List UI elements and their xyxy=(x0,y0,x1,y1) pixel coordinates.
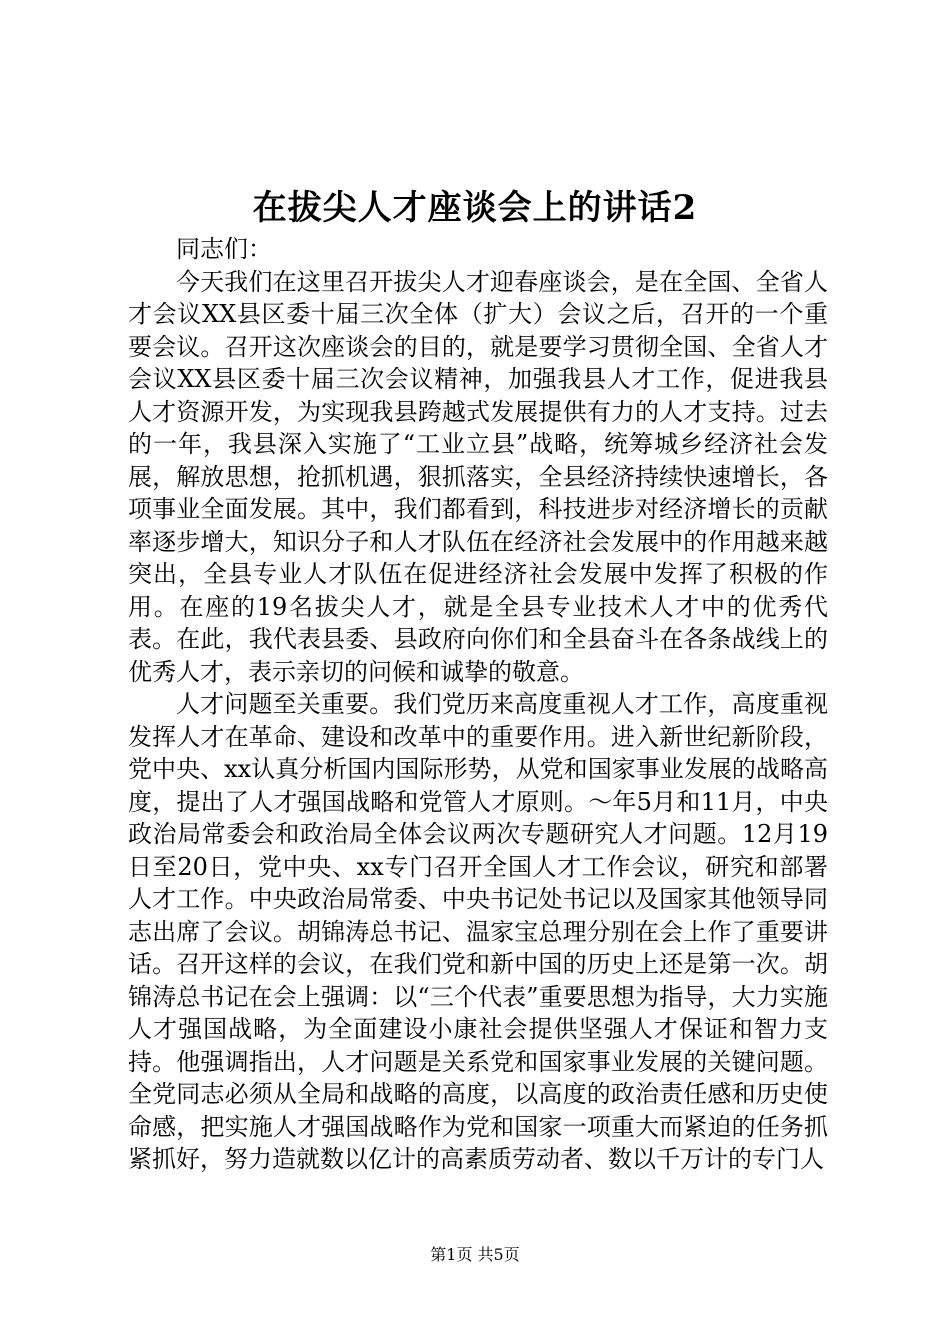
document-title: 在拔尖人才座谈会上的讲话2 xyxy=(252,188,698,228)
document-body xyxy=(128,233,828,1176)
page-number-footer: 第1页 共5页 xyxy=(430,1245,520,1264)
paragraph-1: 今天我们在这里召开拔尖人才迎春座谈会，是在全国、全省人才会议XX县区委十届三次全体（扩大）会议之后，召开的一个重要会议。召开这次座谈会的目的，就是要学习贯彻全国、全省人才会议XX县区委十届三次会议精神，加强我县人才工作，促进我县人才资源开发，为实现我县跨越式发展提供有力的人才支持。过去的一年，我县深入实施了“工业立县”战略，统筹城乡经济社会发展，解放思想，抢抓机遇，狠抓落实，全县经济持续快速增长，各项事业全面发展。其中，我们都看到，科技进步对经济增长的贡献率逐步增大，知识分子和人才队伍在经济社会发展中的作用越来越突出，全县专业人才队伍在促进经济社会发展中发挥了积极的作用。在座的19名拔尖人才，就是全县专业技术人才中的优秀代表。在此，我代表县委、县政府向你们和全县奋斗在各条战线上的优秀人才，表示亲切的问候和诚挚的敬意。 xyxy=(128,267,828,686)
paragraph-2: 人才问题至关重要。我们党历来高度重视人才工作，高度重视发挥人才在革命、建设和改革中的重要作用。进入新世纪新阶段，党中央、xx认真分析国内国际形势，从党和国家事业发展的战略高度，提出了人才强国战略和党管人才原则。～年5月和11月，中央政治局常委会和政治局全体会议两次专题研究人才问题。12月19日至20日，党中央、xx专门召开全国人才工作会议，研究和部署人才工作。中央政治局常委、中央书记处书记以及国家其他领导同志出席了会议。胡锦涛总书记、温家宝总理分别在会上作了重要讲话。召开这样的会议，在我们党和新中国的历史上还是第一次。胡锦涛总书记在会上强调：以“三个代表”重要思想为指导，大力实施人才强国战略，为全面建设小康社会提供坚强人才保证和智力支持。他强调指出，人才问题是关系党和国家事业发展的关键问题。全党同志必须从全局和战略的高度，以高度的政治责任感和历史使命感，把实施人才强国战略作为党和国家一项重大而紧迫的任务抓紧抓好，努力造就数以亿计的高素质劳动者、数以千万计的专门人 xyxy=(128,690,828,1173)
salutation: 同志们： xyxy=(176,235,272,263)
